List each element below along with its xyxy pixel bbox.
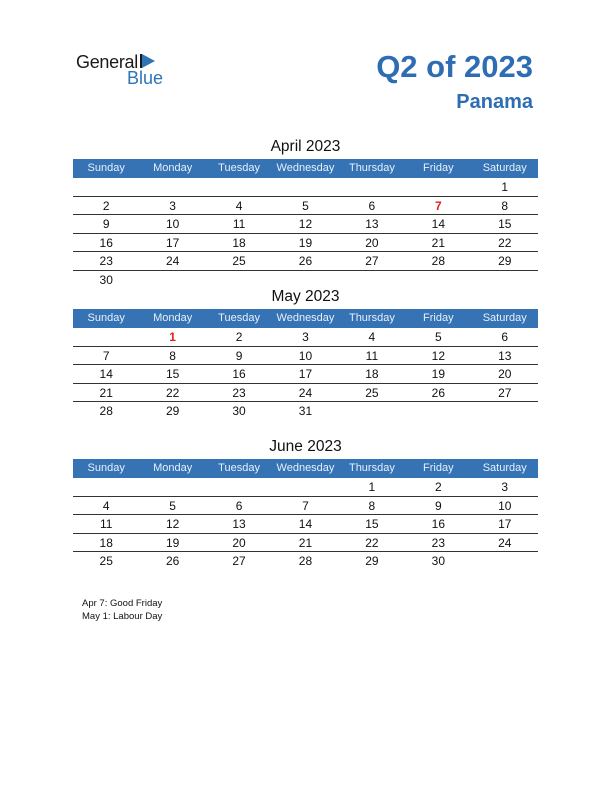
day-cell: 12 [298,217,313,232]
month-title: May 2023 [271,288,340,305]
weekday-header [73,159,538,178]
holiday-notes [82,597,162,623]
empty-day-cell [206,478,272,496]
day-cell: 10 [298,348,313,363]
holiday-note: Apr 7: Good Friday [82,598,163,609]
day-cell: 9 [434,498,442,513]
day-cell: 14 [431,217,445,232]
holiday-note: May 1: Labour Day [82,611,163,622]
week-row [73,178,538,197]
empty-day-cell [73,328,139,346]
day-cell: 26 [165,554,180,569]
day-cell: 11 [365,348,379,363]
day-cell: 7 [434,198,442,213]
week-row [73,384,538,403]
day-cell: 10 [498,498,512,513]
month-april [73,136,538,289]
day-cell: 26 [298,254,313,269]
day-cell: 14 [99,367,113,382]
weekday-label: Thursday [348,462,395,474]
day-cell: 30 [232,404,246,419]
day-cell: 24 [165,254,180,269]
day-cell: 20 [365,235,379,250]
weekday-label: Monday [153,162,193,174]
week-row [73,347,538,366]
empty-day-cell [405,178,471,196]
day-cell: 13 [232,517,246,532]
day-cell: 17 [165,235,180,250]
weekday-label: Saturday [482,462,527,474]
day-cell: 6 [235,498,243,513]
empty-day-cell [139,178,205,196]
day-cell: 29 [498,254,512,269]
day-cell: 15 [365,517,379,532]
day-cell: 30 [99,272,113,287]
logo-blue-text: Blue [127,68,164,88]
day-cell: 31 [298,404,313,419]
day-cell: 22 [165,385,180,400]
day-cell: 23 [99,254,113,269]
week-row [73,515,538,534]
day-cell: 2 [235,330,243,344]
day-cell: 22 [365,535,379,550]
weekday-label: Thursday [348,162,395,174]
day-cell: 28 [431,254,445,269]
day-cell: 16 [99,235,113,250]
day-cell: 16 [431,517,445,532]
weekday-label: Friday [423,162,454,174]
day-cell: 26 [431,385,445,400]
empty-day-cell [272,178,338,196]
day-cell: 5 [169,498,176,513]
day-cell: 27 [498,385,512,400]
weekday-label: Thursday [348,312,395,324]
day-cell: 25 [365,385,379,400]
day-cell: 16 [232,367,246,382]
day-cell: 27 [365,254,379,269]
day-cell: 15 [165,367,180,382]
weekday-label: Monday [153,462,193,474]
week-row [73,478,538,497]
weekday-label: Sunday [87,462,125,474]
weekday-label: Wednesday [276,462,335,474]
empty-day-cell [472,402,538,420]
weekday-header [73,309,538,328]
day-cell: 25 [232,254,246,269]
day-cell: 20 [232,535,246,550]
day-cell: 19 [165,535,180,550]
week-row [73,328,538,347]
weekday-label: Tuesday [218,462,260,474]
month-title: June 2023 [269,438,342,455]
empty-day-cell [339,402,405,420]
day-cell: 6 [501,330,509,344]
day-cell: 4 [235,198,243,213]
week-row [73,534,538,553]
day-cell: 8 [169,348,176,363]
generalblue-logo [76,52,176,88]
week-row [73,252,538,271]
day-cell: 8 [501,198,509,213]
weekday-label: Tuesday [218,162,260,174]
page-title: Q2 of 2023 [376,49,533,84]
day-cell: 8 [368,498,376,513]
week-row [73,197,538,216]
day-cell: 5 [434,330,442,344]
country-name: Panama [456,91,533,113]
week-row [73,497,538,516]
day-cell: 4 [102,498,110,513]
day-cell: 19 [298,235,313,250]
weekday-label: Saturday [482,162,527,174]
day-cell: 27 [232,554,246,569]
day-cell: 10 [165,217,180,232]
day-cell: 3 [302,330,309,344]
day-cell: 22 [498,235,512,250]
day-cell: 4 [368,330,376,344]
weekday-label: Friday [423,312,454,324]
weekday-label: Sunday [87,312,125,324]
logo-general-text: General [76,52,138,72]
empty-day-cell [206,178,272,196]
day-cell: 2 [102,198,110,213]
empty-day-cell [139,478,205,496]
day-cell: 24 [498,535,512,550]
day-cell: 9 [102,217,110,232]
day-cell: 18 [365,367,379,382]
day-cell: 11 [99,517,113,532]
weekday-label: Sunday [87,162,125,174]
day-cell: 21 [99,385,113,400]
empty-day-cell [272,478,338,496]
logo-flag-icon [139,54,155,68]
day-cell: 5 [302,198,309,213]
day-cell: 7 [102,348,110,363]
weekday-header [73,459,538,478]
empty-day-cell [472,552,538,570]
day-cell: 9 [235,348,243,363]
day-cell: 1 [169,330,176,344]
day-cell: 23 [232,385,246,400]
day-cell: 28 [298,554,313,569]
week-row [73,234,538,253]
day-cell: 11 [232,217,246,232]
day-cell: 25 [99,554,113,569]
week-row [73,365,538,384]
day-cell: 28 [99,404,113,419]
day-cell: 12 [431,348,445,363]
day-cell: 18 [99,535,113,550]
day-cell: 17 [298,367,313,382]
month-may [73,286,538,420]
day-cell: 20 [498,367,512,382]
day-cell: 13 [365,217,379,232]
day-cell: 14 [298,517,313,532]
day-cell: 7 [302,498,309,513]
empty-day-cell [405,402,471,420]
day-cell: 29 [365,554,379,569]
day-cell: 23 [431,535,445,550]
day-cell: 17 [498,517,512,532]
week-row [73,402,538,420]
weekday-label: Wednesday [276,162,335,174]
day-cell: 24 [298,385,313,400]
day-cell: 21 [298,535,313,550]
month-title: April 2023 [270,138,341,155]
empty-day-cell [73,478,139,496]
week-row [73,552,538,570]
day-cell: 1 [501,180,509,194]
empty-day-cell [73,178,139,196]
weekday-label: Wednesday [276,312,335,324]
weekday-label: Tuesday [218,312,260,324]
empty-day-cell [339,178,405,196]
month-june [73,436,538,570]
day-cell: 12 [165,517,180,532]
day-cell: 15 [498,217,512,232]
day-cell: 1 [368,480,376,494]
day-cell: 21 [431,235,445,250]
day-cell: 3 [169,198,176,213]
weekday-label: Saturday [482,312,527,324]
week-row [73,215,538,234]
day-cell: 19 [431,367,445,382]
day-cell: 13 [498,348,512,363]
weekday-label: Friday [423,462,454,474]
day-cell: 2 [434,480,442,494]
day-cell: 6 [368,198,376,213]
weekday-label: Monday [153,312,193,324]
day-cell: 3 [501,480,509,494]
day-cell: 29 [165,404,180,419]
day-cell: 30 [431,554,445,569]
day-cell: 18 [232,235,246,250]
